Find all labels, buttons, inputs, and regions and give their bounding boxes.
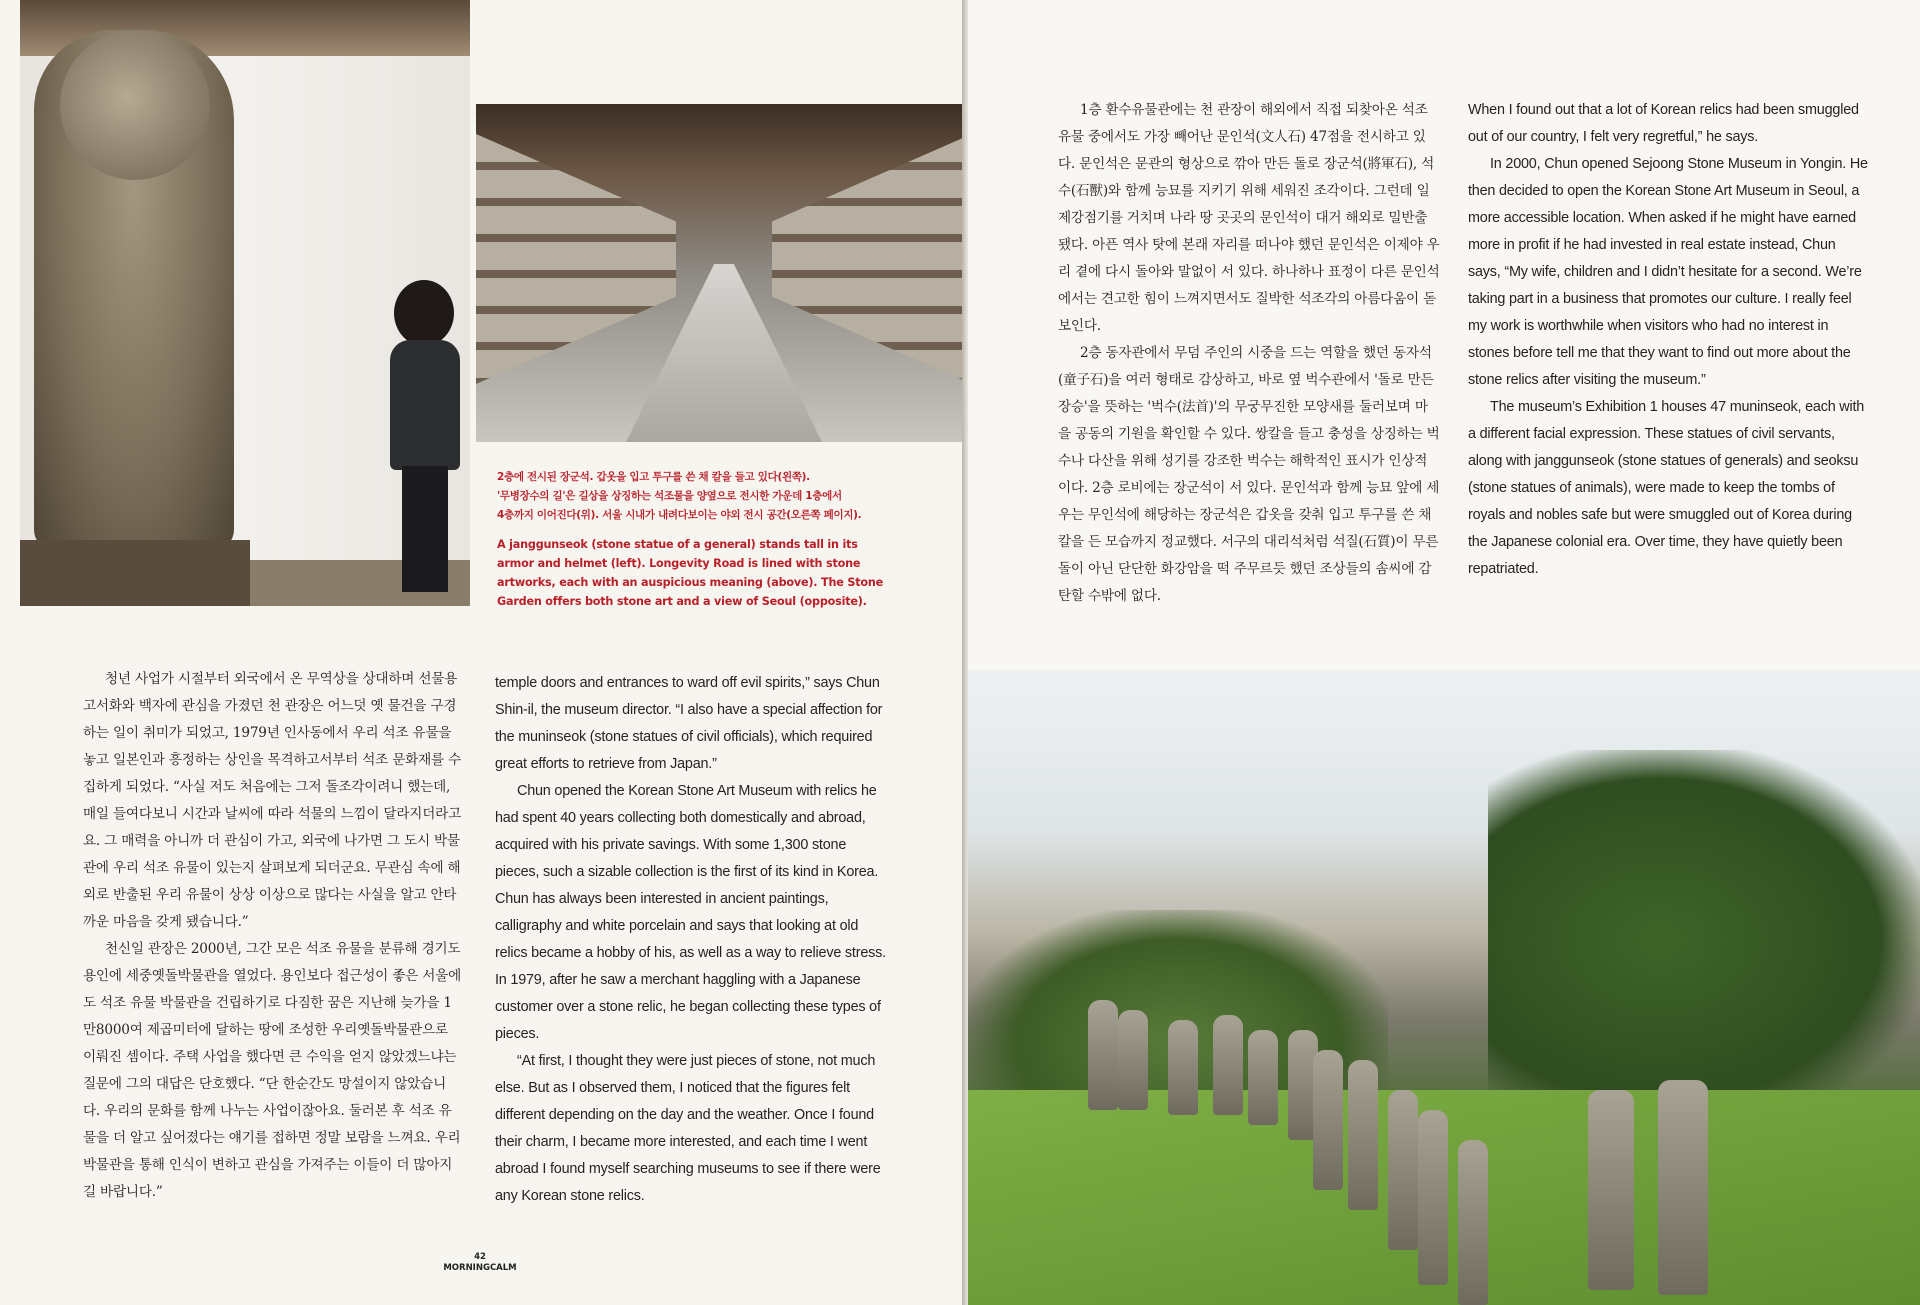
page-folio — [440, 1252, 520, 1274]
article-paragraph: 2층 동자관에서 무덤 주인의 시중을 드는 역할을 했던 동자석(童子石)을 여러 형태로 감상하고, 바로 옆 벅수관에서 '돌로 만든 장승'을 뜻하는 '벅수(法首)'의 무궁무진한 모양새를 둘러보며 마을 공동의 기원을 확인할 수 있다. 쌍칼을 들고 충성을 상징하는 벅수나 다산을 위해 성기를 강조한 벅수는 해학적인 표시가 인상적이다. 2층 로비에는 장군석이 서 있다. 문인석과 함께 능묘 앞에 세우는 무인석에 해당하는 장군석은 갑옷을 갖춰 입고 투구를 쓴 채 칼을 든 모습까지 정교했다. 서구의 대리석처럼 석질(石質)이 무른 돌이 아닌 단단한 화강암을 떡 주무르듯 했던 조상들의 솜씨에 감탄할 수밖에 없다. — [1058, 345, 1440, 604]
article-paragraph: “At first, I thought they were just pieces of stone, not much else. But as I observed them, I noticed that the figures felt different depending on the day and the weather. Once I found their charm, I became more interested, and each time I went abroad I found myself searching museums to see if there were any Korean stone relics. — [495, 1053, 881, 1204]
caption-english: A janggunseok (stone statue of a general) stands tall in its armor and helmet (left). Longevity Road is lined with stone artworks, each with an auspicious meaning (above). The Stone Garden offers both stone art and a view of Seoul (opposite). — [497, 538, 883, 608]
article-paragraph: temple doors and entrances to ward off evil spirits,” says Chun Shin-il, the museum director. “I also have a special affection for the muninseok (stone statues of civil officials), which required great efforts to retrieve from Japan.” — [495, 675, 883, 772]
article-paragraph: The museum’s Exhibition 1 houses 47 muninseok, each with a different facial expression. These statues of civil servants, along with janggunseok (stone statues of generals) and seoksu (stone statues of animals), were made to keep the tombs of royals and nobles safe but were smuggled out of Korea during the Japanese colonial era. Over time, they have quietly been repatriated. — [1468, 399, 1865, 577]
article-paragraph: When I found out that a lot of Korean relics had been smuggled out of our country, I felt very regretful,” he says. — [1468, 102, 1859, 145]
photo-caption — [497, 468, 887, 611]
page-number: 42 — [474, 1252, 486, 1262]
photo-longevity-road — [476, 104, 962, 442]
article-paragraph: In 2000, Chun opened Sejoong Stone Museum in Yongin. He then decided to open the Korean Stone Art Museum in Seoul, a more accessible location. When asked if he might have earned more in profit if he had invested in real estate instead, Chun says, “My wife, children and I didn’t hesitate for a second. We’re taking part in a business that promotes our culture. I really feel my work is worthwhile when visitors who had no interest in stones before tell me that they want to find out more about the stone relics after visiting the museum.” — [1468, 156, 1868, 388]
photo-general-statue-with-boy — [20, 0, 470, 606]
article-paragraph: 청년 사업가 시절부터 외국에서 온 무역상을 상대하며 선물용 고서화와 백자에 관심을 가졌던 천 관장은 어느덧 옛 물건을 구경하는 일이 취미가 되었고, 1979년 인사동에서 우리 석조 유물을 놓고 일본인과 흥정하는 상인을 목격하고서부터 석조 문화재를 수집하게 되었다. “사실 저도 처음에는 그저 돌조각이려니 했는데, 매일 들여다보니 시간과 날씨에 따라 석물의 느낌이 달라지더라고요. 그 매력을 아니까 더 관심이 가고, 외국에 나가면 그 도시 박물관에 우리 석조 유물이 있는지 살펴보게 되더군요. 무관심 속에 해외로 반출된 우리 유물이 상상 이상으로 많다는 사실을 알고 안타까운 마음을 갖게 됐습니다.” — [83, 671, 461, 930]
caption-korean-line: 2층에 전시된 장군석. 갑옷을 입고 투구를 쓴 채 칼을 들고 있다(왼쪽). — [497, 471, 810, 483]
article-paragraph: 천신일 관장은 2000년, 그간 모은 석조 유물을 분류해 경기도 용인에 세중옛돌박물관을 열었다. 용인보다 접근성이 좋은 서울에도 석조 유물 박물관을 건립하기로 다짐한 꿈은 지난해 늦가을 1만8000여 제곱미터에 달하는 땅에 조성한 우리옛돌박물관으로 이뤄진 셈이다. 주택 사업을 했다면 큰 수익을 얻지 않았겠느냐는 질문에 그의 대답은 단호했다. “단 한순간도 망설이지 않았습니다. 우리의 문화를 함께 나누는 사업이잖아요. 둘러본 후 석조 유물을 더 알고 싶어졌다는 얘기를 접하면 정말 보람을 느껴요. 우리 박물관을 통해 인식이 변하고 관심을 가져주는 이들이 더 많아지길 바랍니다.” — [83, 941, 461, 1200]
article-paragraph: 1층 환수유물관에는 천 관장이 해외에서 직접 되찾아온 석조 유물 중에서도 가장 빼어난 문인석(文人石) 47점을 전시하고 있다. 문인석은 문관의 형상으로 깎아 만든 돌로 장군석(將軍石), 석수(石獸)와 함께 능묘를 지키기 위해 세워진 조각이다. 그런데 일제강점기를 거치며 나라 땅 곳곳의 문인석이 대거 해외로 밀반출됐다. 아픈 역사 탓에 본래 자리를 떠나야 했던 문인석은 이제야 우리 곁에 다시 돌아와 말없이 서 있다. 하나하나 표정이 다른 문인석에서는 견고한 힘이 느껴지면서도 질박한 석조각의 아름다움이 돋보인다. — [1058, 102, 1440, 334]
article-english-column-left — [495, 670, 887, 1210]
caption-korean — [497, 468, 887, 525]
magazine-name: MORNINGCALM — [443, 1263, 517, 1273]
photo-stone-garden — [968, 670, 1920, 1305]
article-korean-column-right — [1058, 97, 1440, 610]
caption-korean-line: '무병장수의 길'은 길상을 상징하는 석조물을 양옆으로 전시한 가운데 1층에서 — [497, 490, 842, 502]
caption-korean-line: 4층까지 이어진다(위). 서울 시내가 내려다보이는 야외 전시 공간(오른쪽 페이지). — [497, 509, 862, 521]
article-english-column-right — [1468, 97, 1868, 583]
article-paragraph: Chun opened the Korean Stone Art Museum with relics he had spent 40 years collecting both domestically and abroad, acquired with his private savings. With some 1,300 stone pieces, such a sizable collection is the first of its kind in Korea. Chun has always been interested in ancient paintings, calligraphy and white porcelain and says that looking at old relics became a hobby of his, as well as a way to relieve stress. In 1979, after he saw a merchant haggling with a Japanese customer over a stone relic, he began collecting these types of pieces. — [495, 783, 886, 1042]
right-page — [968, 0, 1920, 1305]
article-korean-column-left — [83, 666, 463, 1206]
